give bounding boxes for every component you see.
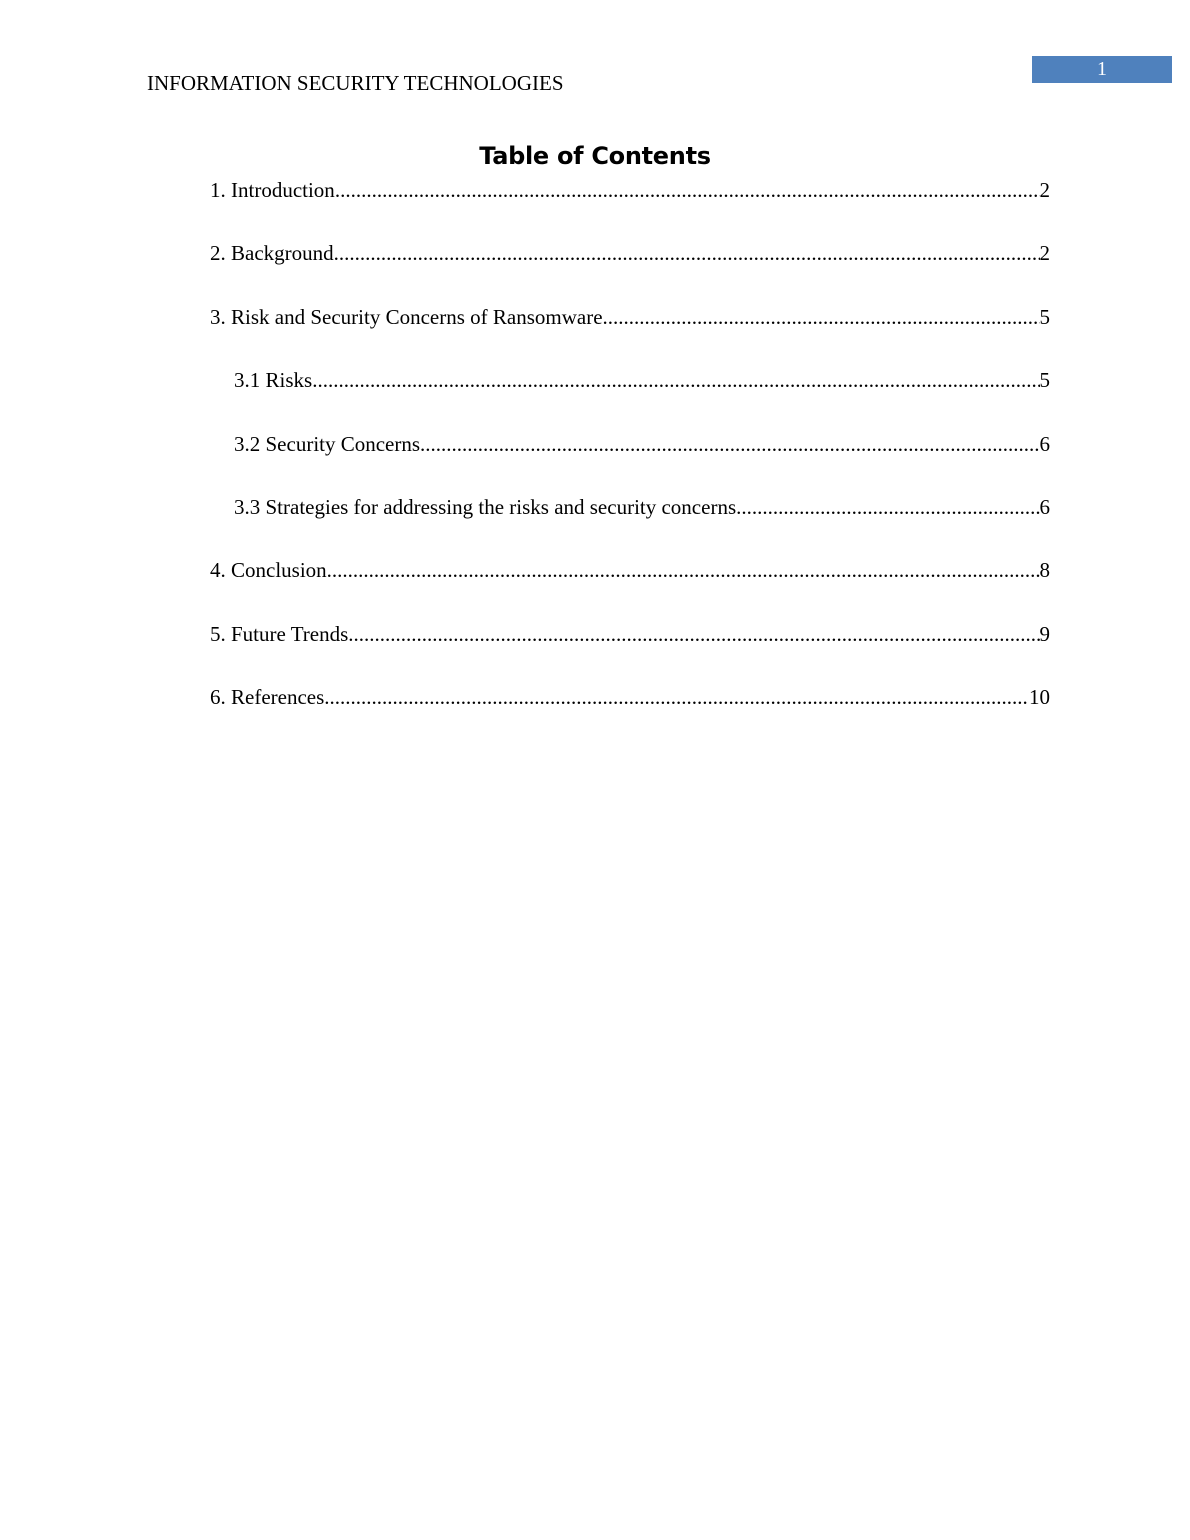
page-number-badge: 1: [1032, 56, 1172, 83]
toc-entry-page: 5: [1039, 304, 1050, 329]
toc-entry-page: 6: [1039, 431, 1050, 456]
dot-leader: [324, 683, 1029, 711]
toc-entry-conclusion[interactable]: [210, 556, 1050, 619]
toc-entry-page: 8: [1039, 558, 1050, 583]
dot-leader: [312, 366, 1039, 394]
toc-entry-label: 5. Future Trends: [210, 621, 349, 646]
toc-entry-page: 9: [1039, 621, 1050, 646]
toc-entry-label: 6. References: [210, 685, 325, 710]
toc-entry-background[interactable]: [210, 239, 1050, 302]
dot-leader: [348, 620, 1039, 648]
dot-leader: [335, 176, 1040, 204]
toc-entry-risks[interactable]: [210, 366, 1050, 429]
toc-entry-page: 6: [1039, 494, 1050, 519]
toc-entry-label: 3.3 Strategies for addressing the risks and security concerns: [234, 494, 737, 519]
dot-leader: [736, 493, 1039, 521]
toc-entry-label: 2. Background: [210, 241, 334, 266]
toc-heading: Table of Contents: [479, 142, 711, 170]
toc-entry-label: 1. Introduction: [210, 178, 335, 202]
dot-leader: [327, 556, 1040, 584]
dot-leader: [420, 430, 1039, 458]
toc-entry-strategies[interactable]: [210, 493, 1050, 556]
toc-entry-security-concerns[interactable]: [210, 430, 1050, 493]
toc-entry-page: 10: [1029, 685, 1050, 710]
toc-entry-references[interactable]: [210, 683, 1050, 746]
toc-entry-risk-and-security-concerns[interactable]: [210, 303, 1050, 366]
toc-entry-page: 5: [1039, 368, 1050, 393]
toc-entry-page: 2: [1039, 241, 1050, 266]
toc-entry-label: 3.2 Security Concerns: [234, 431, 421, 456]
toc-entry-page: 2: [1039, 178, 1050, 202]
table-of-contents: [210, 176, 1050, 747]
toc-entry-label: 4. Conclusion: [210, 558, 327, 583]
running-header-title: INFORMATION SECURITY TECHNOLOGIES: [147, 71, 564, 95]
toc-entry-introduction[interactable]: [210, 176, 1050, 239]
toc-entry-label: 3. Risk and Security Concerns of Ransomware: [210, 304, 603, 329]
toc-entry-future-trends[interactable]: [210, 620, 1050, 683]
toc-entry-label: 3.1 Risks: [234, 368, 313, 393]
dot-leader: [334, 239, 1040, 267]
dot-leader: [603, 303, 1040, 331]
